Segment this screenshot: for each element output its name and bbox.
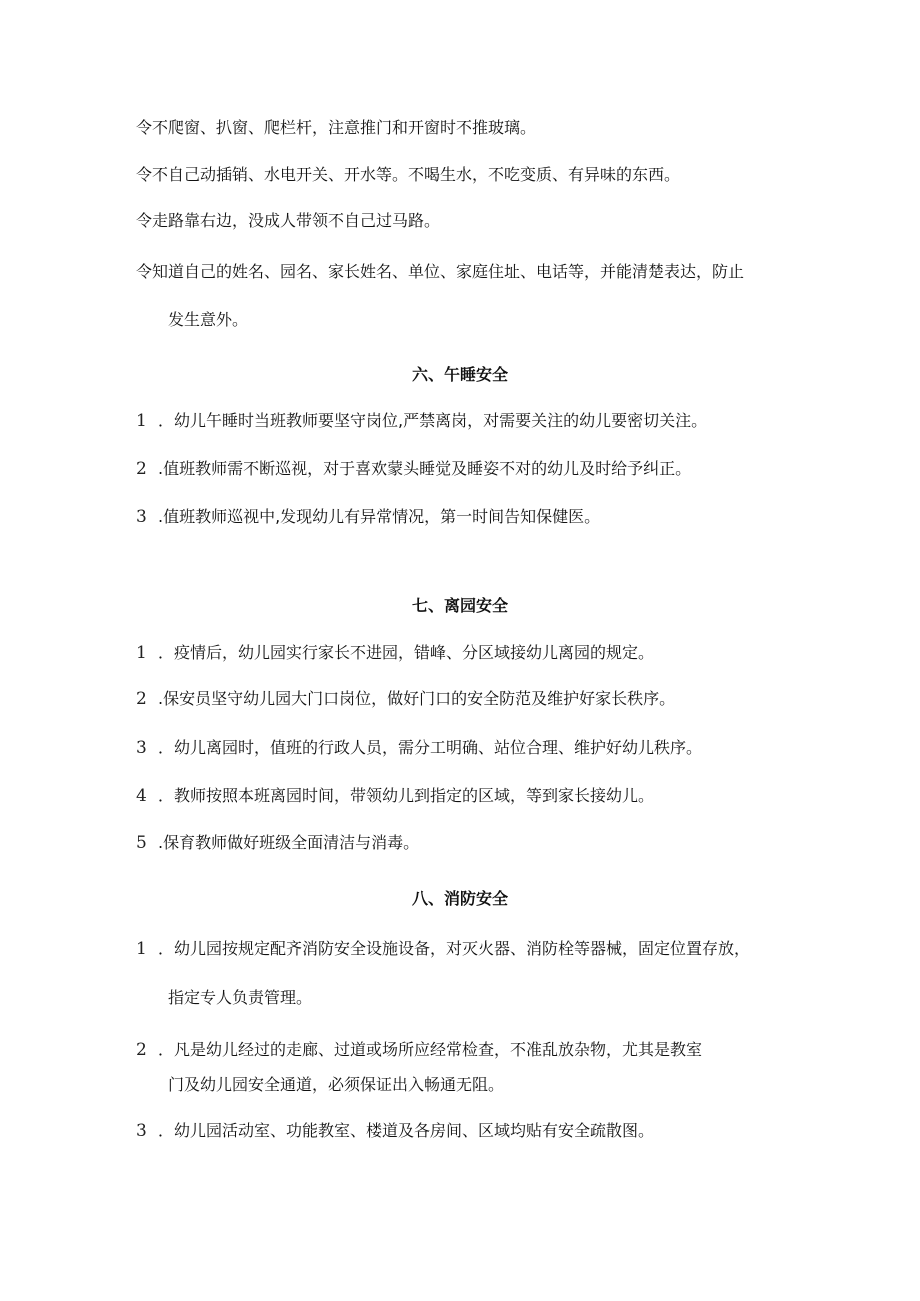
section-7-item-3-number: 3 [136,738,147,758]
section-8-item-2-continuation: 门及幼儿园安全通道，必须保证出入畅通无阻。 [168,1075,505,1094]
section-7-item-2-number: 2 [136,689,147,709]
section-7-item-4-number: 4 [136,786,147,806]
section-8-item-3-text: ．幼儿园活动室、功能教室、楼道及各房间、区域均贴有安全疏散图。 [158,1121,655,1140]
section-6-item-3-number: 3 [136,507,147,527]
section-6-item-2-text: .值班教师需不断巡视，对于喜欢蒙头睡觉及睡姿不对的幼儿及时给予纠正。 [158,459,692,478]
section-8-item-1-number: 1 [136,939,147,959]
section-7-item-4-text: ．教师按照本班离园时间，带领幼儿到指定的区域，等到家长接幼儿。 [158,786,655,805]
section-7-item-2-text: .保安员坚守幼儿园大门口岗位，做好门口的安全防范及维护好家长秩序。 [158,689,676,708]
section-7-item-1-number: 1 [136,643,147,663]
section-8-item-2-text: ．凡是幼儿经过的走廊、过道或场所应经常检查，不准乱放杂物，尤其是教室 [158,1040,703,1059]
section-8-item-3-number: 3 [136,1121,147,1141]
section-8-item-1-text: ．幼儿园按规定配齐消防安全设施设备，对灭火器、消防栓等器械，固定位置存放， [158,939,751,958]
section-6-item-2-number: 2 [136,459,147,479]
section-6-item-1-number: 1 [136,411,147,431]
section-8-item-2-number: 2 [136,1040,147,1060]
section-7-item-3-text: ．幼儿离园时，值班的行政人员，需分工明确、站位合理、维护好幼儿秩序。 [158,738,703,757]
intro-item-2: 令不自己动插销、水电开关、开水等。不喝生水，不吃变质、有异味的东西。 [136,165,681,184]
section-7-heading: 七、离园安全 [411,596,508,615]
section-6-item-3-text: .值班教师巡视中,发现幼儿有异常情况，第一时间告知保健医。 [158,507,601,526]
section-7-item-1-text: ．疫情后，幼儿园实行家长不进园，错峰、分区域接幼儿离园的规定。 [158,643,655,662]
section-6-item-1-text: ．幼儿午睡时当班教师要坚守岗位,严禁离岗，对需要关注的幼儿要密切关注。 [158,411,708,430]
section-7-item-5-number: 5 [136,833,147,853]
intro-item-4-continuation: 发生意外。 [168,310,249,329]
section-6-heading: 六、午睡安全 [411,365,508,384]
intro-item-1: 令不爬窗、扒窗、爬栏杆，注意推门和开窗时不推玻璃。 [136,118,537,137]
section-7-item-5-text: .保育教师做好班级全面清洁与消毒。 [158,833,420,852]
section-8-heading: 八、消防安全 [411,889,508,908]
intro-item-3: 令走路靠右边，没成人带领不自己过马路。 [136,211,441,230]
section-8-item-1-continuation: 指定专人负责管理。 [168,988,313,1007]
intro-item-4: 令知道自己的姓名、园名、家长姓名、单位、家庭住址、电话等，并能清楚表达，防止 [136,262,745,281]
